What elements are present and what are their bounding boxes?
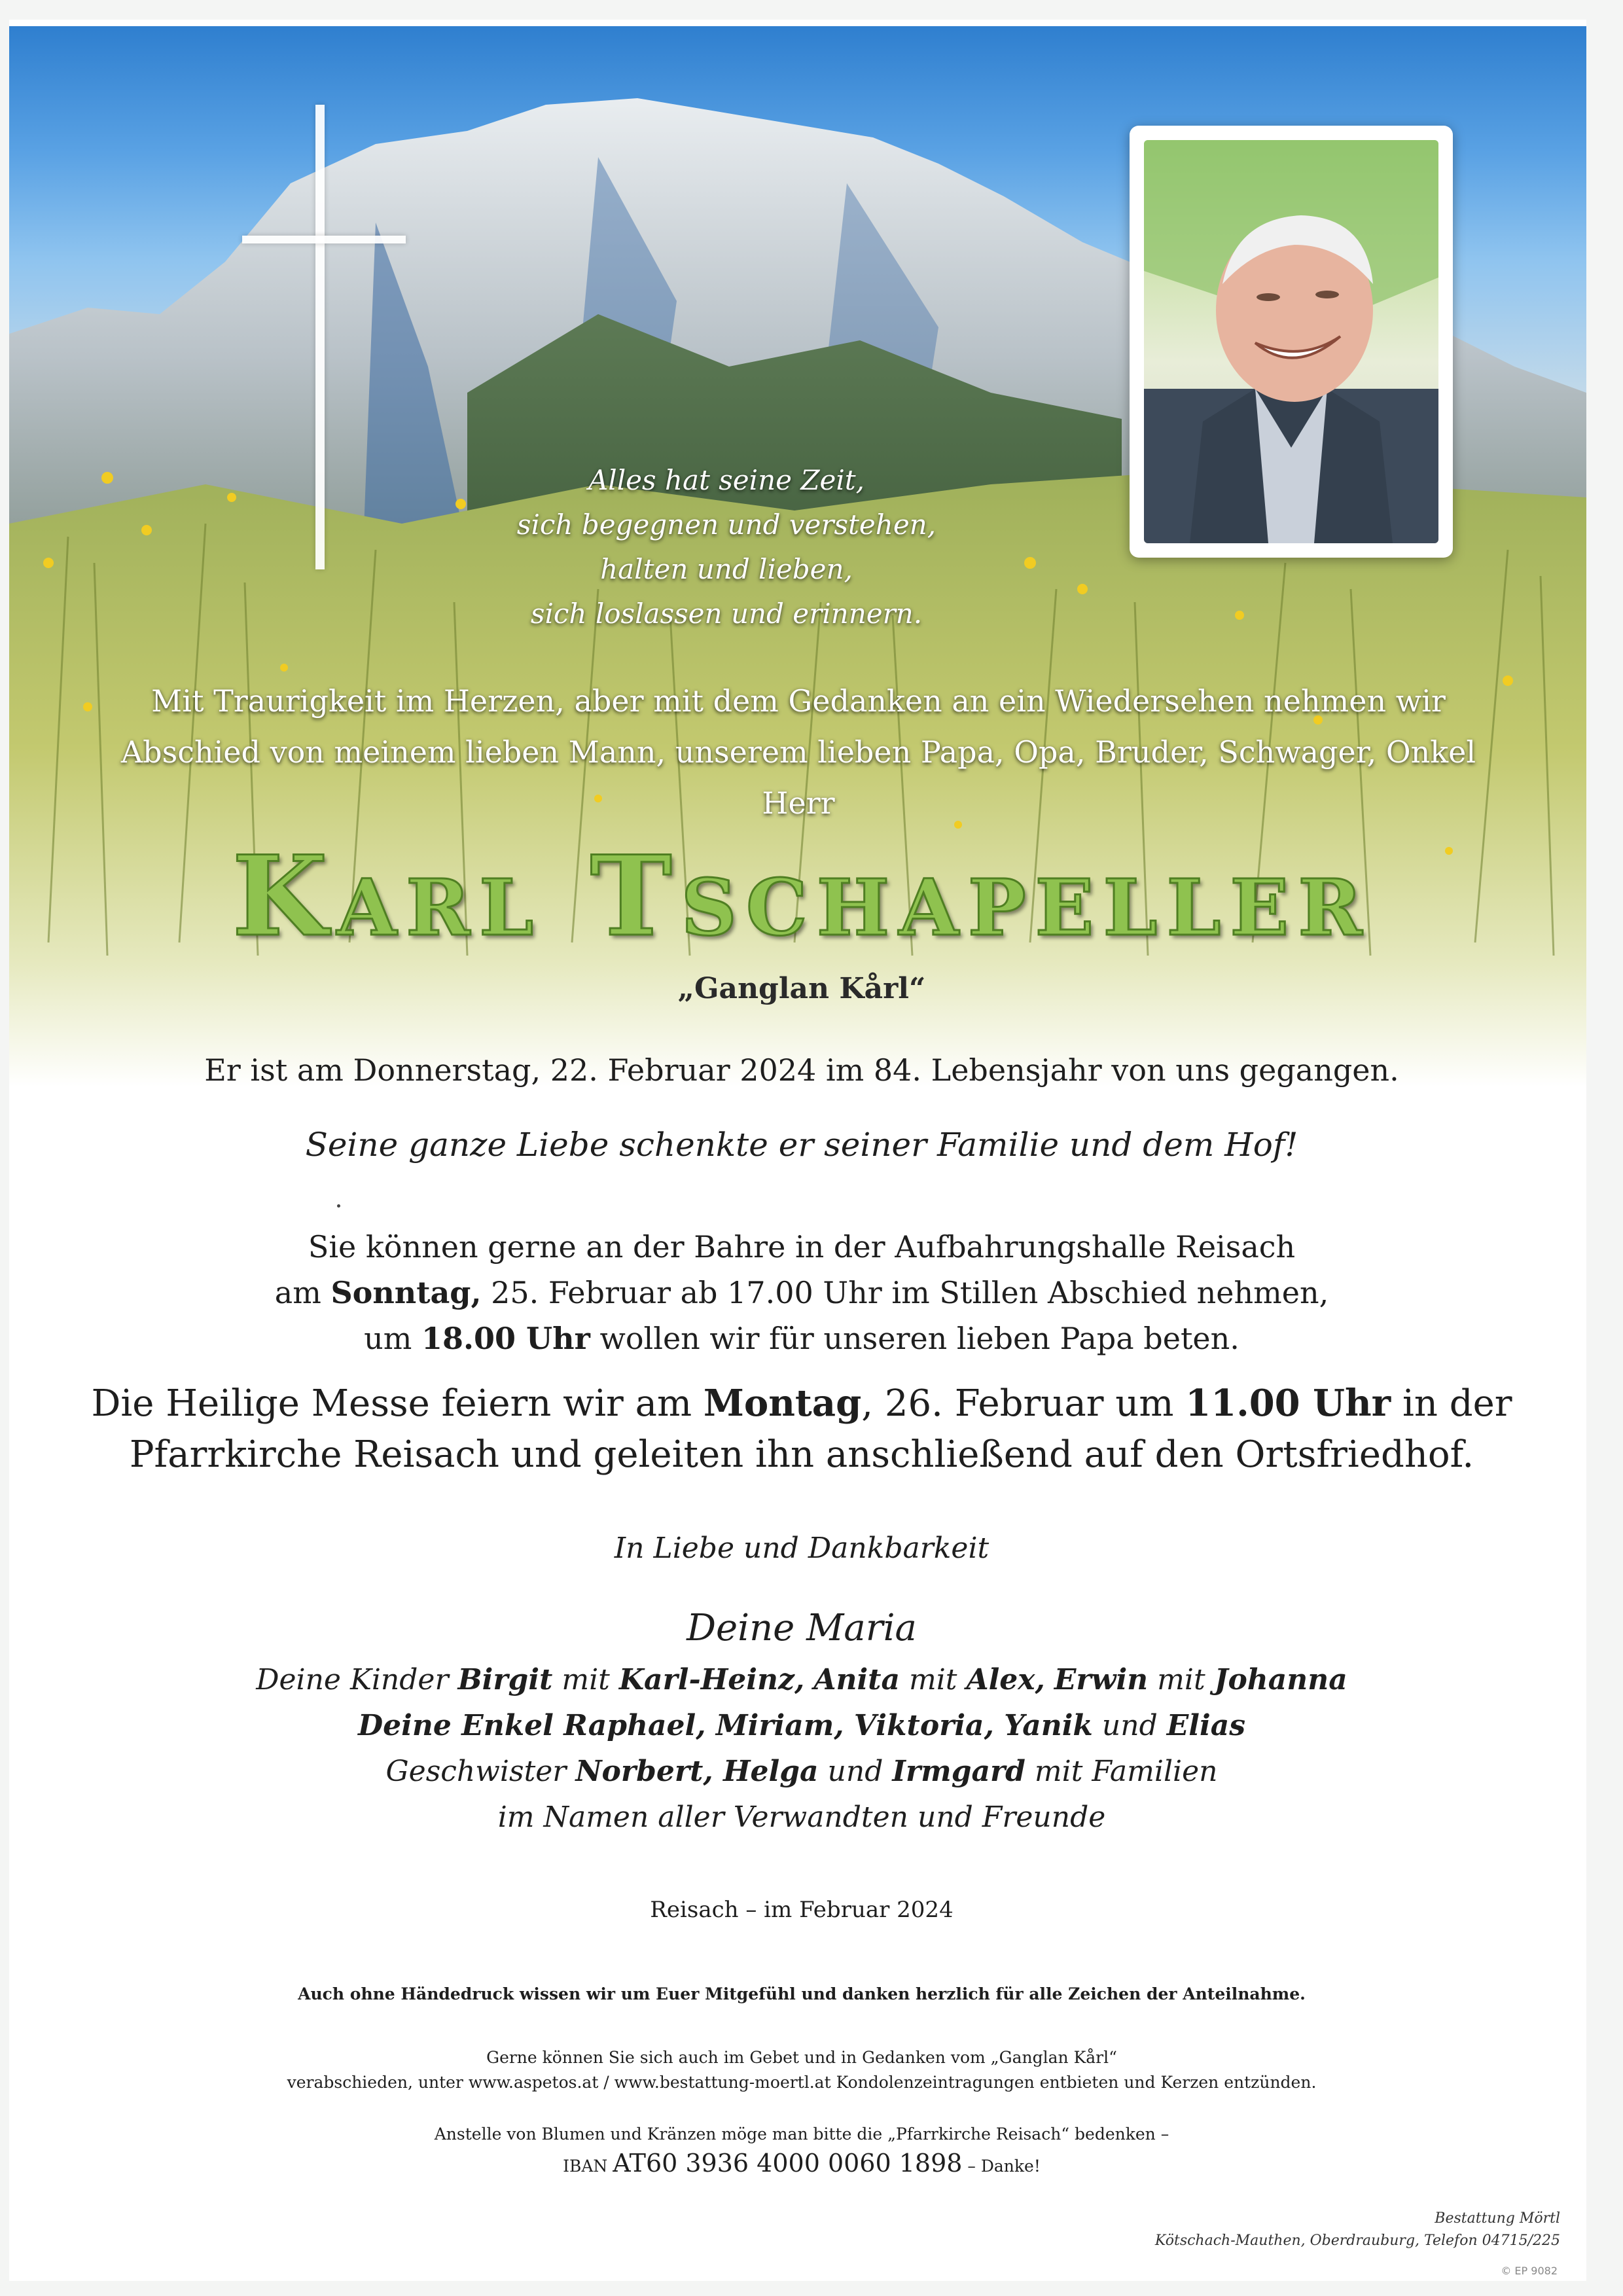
viewing-line	[0, 1316, 1603, 1361]
poem-line: sich begegnen und verstehen,	[516, 509, 936, 541]
children-line	[0, 1657, 1603, 1703]
place-date: Reisach – im Februar 2024	[650, 1897, 954, 1923]
poem-line: halten und lieben,	[600, 553, 853, 585]
stray-dot	[337, 1204, 340, 1208]
poem-line: Alles hat seine Zeit,	[588, 464, 865, 496]
footer-line: verabschieden, unter www.aspetos.at / www.bestattung-moertl.at Kondolenzeintragungen entbieten und Kerzen entzünden.	[287, 2073, 1317, 2092]
name-bold: Johanna	[1214, 1663, 1347, 1696]
text: mit	[1148, 1663, 1215, 1696]
viewing-line	[0, 1270, 1603, 1316]
mass-info	[0, 1378, 1603, 1480]
death-notice: Er ist am Donnerstag, 22. Februar 2024 im 84. Lebensjahr von uns gegangen.	[204, 1052, 1399, 1088]
text: Geschwister	[385, 1755, 576, 1788]
footer-donation	[0, 2122, 1603, 2179]
mass-line	[0, 1378, 1603, 1429]
iban-number: AT60 3936 4000 0060 1898	[613, 2149, 963, 2178]
name-bold: Norbert, Helga	[575, 1755, 819, 1788]
portrait-photo	[1144, 140, 1438, 543]
thanks-line: In Liebe und Dankbarkeit	[614, 1532, 990, 1565]
name-bold: Karl-Heinz,	[618, 1663, 805, 1696]
mass-line: Pfarrkirche Reisach und geleiten ihn anschließend auf den Ortsfriedhof.	[129, 1433, 1474, 1476]
deceased-nickname: „Ganglan Kårl“	[677, 972, 926, 1005]
iban-line	[0, 2151, 1603, 2179]
viewing-info	[0, 1224, 1603, 1361]
text: und	[1092, 1709, 1167, 1742]
day-bold: Sonntag,	[330, 1275, 482, 1310]
intro-line: Mit Traurigkeit im Herzen, aber mit dem Gedanken an ein Wiedersehen nehmen wir	[151, 683, 1446, 719]
time-bold: 11.00 Uhr	[1185, 1382, 1391, 1425]
iban-label: IBAN	[563, 2157, 608, 2176]
others-line: im Namen aller Verwandten und Freunde	[497, 1801, 1106, 1834]
family-list	[0, 1657, 1603, 1840]
cross-icon-bar	[242, 236, 406, 243]
name-bold: Alex,	[966, 1663, 1045, 1696]
funeral-home-address: Kötschach-Mauthen, Oberdrauburg, Telefon 04715/225	[1154, 2233, 1560, 2249]
footer-thanks: Auch ohne Händedruck wissen wir um Euer Mitgefühl und danken herzlich für alle Zeichen der Anteilnahme.	[298, 1984, 1306, 2003]
text	[1045, 1663, 1054, 1696]
cross-icon	[315, 105, 325, 569]
text: 25. Februar ab 17.00 Uhr im Stillen Abschied nehmen,	[481, 1275, 1329, 1310]
name-bold: Deine Enkel Raphael, Miriam, Viktoria, Yanik	[358, 1709, 1093, 1742]
grandchildren-line	[0, 1703, 1603, 1749]
intro-line: Abschied von meinem lieben Mann, unserem lieben Papa, Opa, Bruder, Schwager, Onkel	[120, 734, 1476, 770]
text: in der	[1391, 1382, 1512, 1425]
wife-name: Deine Maria	[687, 1607, 917, 1649]
portrait-illustration	[1144, 140, 1438, 543]
siblings-line	[0, 1749, 1603, 1795]
text: mit Familien	[1025, 1755, 1218, 1788]
funeral-home	[1155, 2208, 1560, 2252]
name-bold: Anita	[813, 1663, 900, 1696]
footer-online	[0, 2045, 1603, 2095]
portrait-frame	[1130, 126, 1453, 558]
viewing-line: Sie können gerne an der Bahre in der Aufbahrungshalle Reisach	[308, 1229, 1296, 1265]
intro-line: Herr	[762, 785, 835, 821]
poem-line: sich loslassen und erinnern.	[530, 598, 923, 630]
name-bold: Erwin	[1054, 1663, 1149, 1696]
text: am	[274, 1275, 331, 1310]
name-bold: Birgit	[457, 1663, 553, 1696]
deceased-name: Karl Tschapeller	[232, 831, 1372, 961]
funeral-home-name: Bestattung Mörtl	[1435, 2210, 1560, 2227]
text: Deine Kinder	[256, 1663, 458, 1696]
text: und	[818, 1755, 893, 1788]
footer-line: Gerne können Sie sich auch im Gebet und in Gedanken vom „Ganglan Kårl“	[486, 2048, 1117, 2067]
print-code: © EP 9082	[1501, 2265, 1558, 2277]
poem	[393, 458, 1060, 636]
danke: – Danke!	[967, 2157, 1041, 2176]
name-bold: Irmgard	[892, 1755, 1026, 1788]
text	[804, 1663, 813, 1696]
text: wollen wir für unseren lieben Papa beten.	[590, 1321, 1240, 1356]
motto: Seine ganze Liebe schenkte er seiner Familie und dem Hof!	[305, 1126, 1298, 1164]
text: mit	[900, 1663, 967, 1696]
day-bold: Montag	[703, 1382, 862, 1425]
text: um	[364, 1321, 421, 1356]
intro-text	[65, 675, 1531, 829]
text: Die Heilige Messe feiern wir am	[91, 1382, 704, 1425]
text: , 26. Februar um	[861, 1382, 1186, 1425]
time-bold: 18.00 Uhr	[421, 1321, 590, 1356]
name-bold: Elias	[1166, 1709, 1245, 1742]
text: mit	[552, 1663, 619, 1696]
footer-line: Anstelle von Blumen und Kränzen möge man bitte die „Pfarrkirche Reisach“ bedenken –	[434, 2125, 1169, 2144]
